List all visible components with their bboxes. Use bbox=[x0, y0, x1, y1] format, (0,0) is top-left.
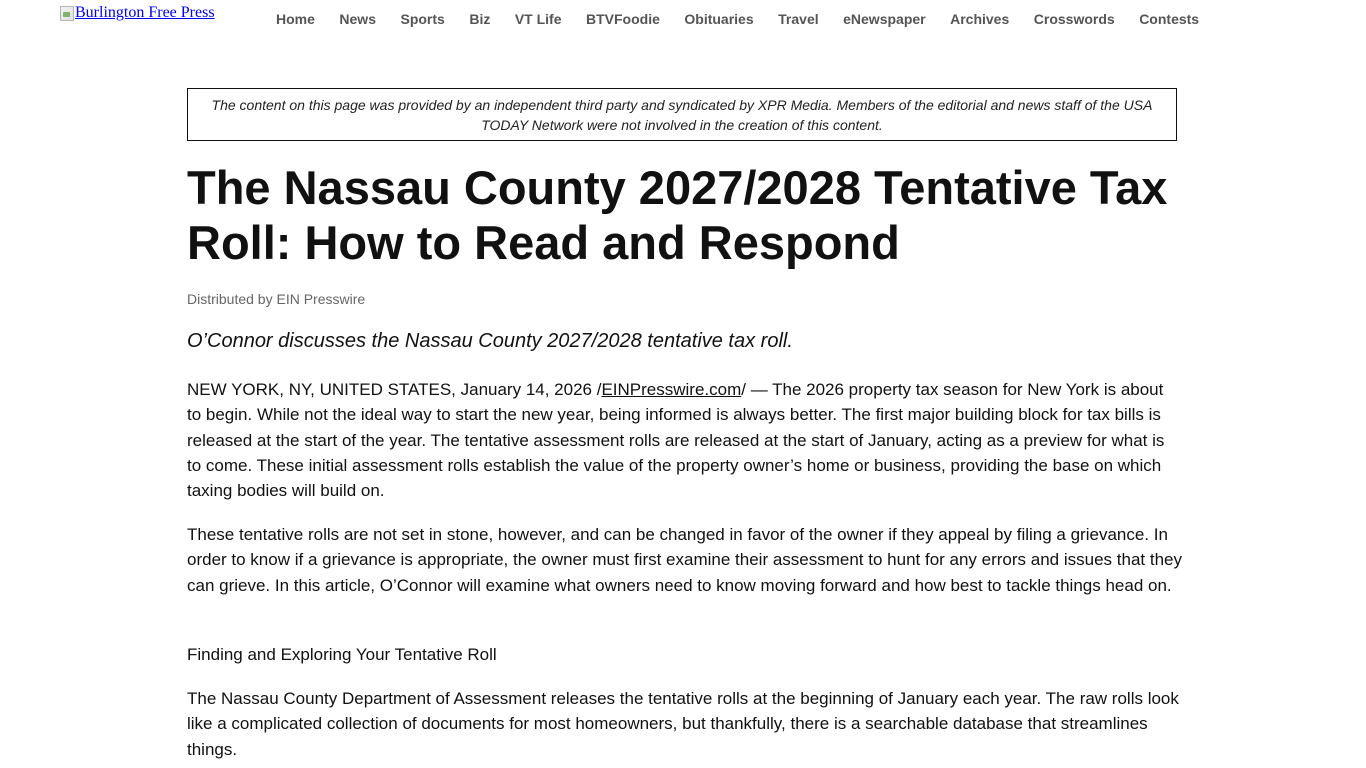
article-subtitle: O’Connor discusses the Nassau County 2027/2028 tentative tax roll. bbox=[187, 330, 793, 352]
nav-biz[interactable]: Biz bbox=[469, 11, 491, 27]
nav-obituaries[interactable]: Obituaries bbox=[684, 11, 754, 27]
nav-news[interactable]: News bbox=[339, 11, 376, 27]
nav-travel[interactable]: Travel bbox=[778, 11, 819, 27]
nav-sports[interactable]: Sports bbox=[400, 11, 445, 27]
einpresswire-link[interactable]: EINPresswire.com bbox=[601, 380, 742, 399]
paragraph-grievance: These tentative rolls are not set in stone, however, and can be changed in favor of the owner if they appeal by filing a grievance. In order to know if a grievance is appropriate, the owner must first examine their assessment to hunt for any errors and issues that they can grieve. In this article, O’Connor will examine what owners need to know moving forward and how best to tackle things head on. bbox=[187, 525, 1182, 595]
nav-home[interactable]: Home bbox=[276, 11, 315, 27]
nav-enewspaper[interactable]: eNewspaper bbox=[843, 11, 926, 27]
paragraph-department: The Nassau County Department of Assessment releases the tentative rolls at the beginning of January each year. The raw rolls look like a complicated collection of documents for most homeowners, but thankfully, there is a searchable database that streamlines things. bbox=[187, 689, 1179, 759]
broken-image-icon bbox=[60, 6, 74, 20]
section-heading: Finding and Exploring Your Tentative Roll bbox=[187, 645, 497, 664]
paragraph-intro bbox=[187, 377, 1182, 503]
logo-alt-text: Burlington Free Press bbox=[75, 4, 215, 21]
article-title: The Nassau County 2027/2028 Tentative Tax Roll: How to Read and Respond bbox=[187, 161, 1168, 269]
syndication-disclaimer: The content on this page was provided by an independent third party and syndicated by XPR Media. Members of the editorial and news staff of the USA TODAY Network were not involved in the creation of this content. bbox=[187, 88, 1177, 141]
intro-text: / — The 2026 property tax season for New York is about to begin. While not the ideal way to start the new year, being informed is always better. The first major building block for tax bills is released at the start of the year. The tentative assessment rolls are released at the start of January, acting as a preview for what is to come. These initial assessment rolls establish the value of the property owner’s home or business, providing the base on which taxing bodies will build on. bbox=[187, 380, 1165, 501]
nav-crosswords[interactable]: Crosswords bbox=[1033, 11, 1115, 27]
nav-vt-life[interactable]: VT Life bbox=[514, 11, 562, 27]
logo-link[interactable] bbox=[60, 4, 215, 22]
main-nav bbox=[276, 11, 1224, 27]
byline: Distributed by EIN Presswire bbox=[187, 291, 366, 307]
dateline: NEW YORK, NY, UNITED STATES, January 14, 2026 / bbox=[187, 380, 602, 399]
nav-contests[interactable]: Contests bbox=[1139, 11, 1200, 27]
nav-btvfoodie[interactable]: BTVFoodie bbox=[586, 11, 660, 27]
nav-archives[interactable]: Archives bbox=[950, 11, 1010, 27]
site-header bbox=[0, 0, 1366, 40]
